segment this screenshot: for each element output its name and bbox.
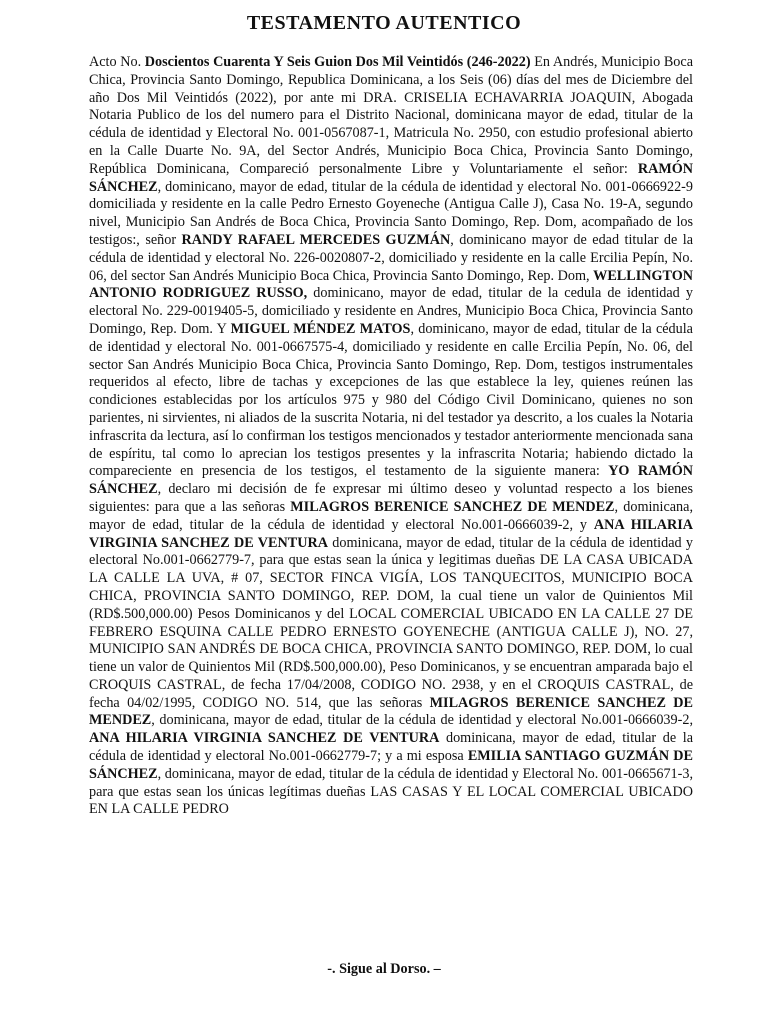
document-body: [89, 54, 693, 819]
continuation-note: -. Sigue al Dorso. –: [327, 961, 441, 977]
bold-text-run: MIGUEL MÉNDEZ MATOS: [230, 320, 411, 337]
text-run: , dominicano mayor de edad titular de la cédula de identidad y electoral No. 226-0020807-2, domiciliado y residente en la calle Ercilia Pepín, No. 06, del sector San Andrés Municipio Boca Chica, Provincia Santo Domingo, Rep. Dom,: [89, 231, 693, 284]
bold-text-run: EMILIA SANTIAGO GUZMÁN DE SÁNCHEZ: [89, 748, 694, 782]
bold-text-run: YO RAMÓN SÁNCHEZ: [89, 463, 694, 498]
bold-text-run: RAMÓN SÁNCHEZ: [89, 160, 693, 195]
text-run: dominicana, mayor de edad, titular de la cédula de identidad y electoral No.001-0662779-7; y a mi esposa: [89, 730, 693, 765]
text-run: , dominicano, mayor de edad, titular de la cédula de identidad y electoral No. 001-0667575-4, domiciliado y residente en calle Ercilia Pepín, No. 06, del sector San Andrés Municipio Boca Chica, Provincia Santo Domingo, Rep. Dom, testigos instrumentales requeridos al efecto, libre de tachas y excepciones de las que establece la ley, quienes reúnen las condiciones establecidas por los artículos 975 y 980 del Código Civil Dominicano, quienes no son parientes, ni sirvientes, ni aliados de la suscrita Notaria, ni del testador ya descrito, a los cuales la Notaria infrascrita da lectura, así lo confirman los testigos mencionados y testador anteriormente mencionada sana de espíritu, tal como lo aprecian los testigos presentes y la infrascrita Notaria; habiendo dictado la compareciente en presencia de los testigos, el testamento de la siguiente manera:: [89, 320, 693, 480]
text-run: , dominicano, mayor de edad, titular de la cédula de identidad y electoral No. 001-0666922-9 domiciliada y residente en la calle Pedro Ernesto Goyeneche (Antigua Calle J), Casa No. 19-A, segundo nivel, Municipio San Andrés de Boca Chica, Provincia Santo Domingo, Rep. Dom, acompañado de los testigos:, señor: [89, 178, 693, 248]
document-title: TESTAMENTO AUTENTICO: [246, 12, 522, 34]
text-run: , declaro mi decisión de fe expresar mi último deseo y voluntad respecto a los bienes siguientes: para que a las señoras: [89, 481, 693, 515]
bold-text-run: ANA HILARIA VIRGINIA SANCHEZ DE VENTURA: [89, 516, 693, 551]
text-run: dominicana, mayor de edad, titular de la cédula de identidad y electoral No.001-0662779-7, para que estas sean la única y legitimas dueñas DE LA CASA UBICADA LA CALLE LA UVA, # 07, SECTOR FINCA VIGÍA, LOS TANQUECITOS, MUNICIPIO BOCA CHICA, PROVINCIA SANTO DOMINGO, REP. DOM, la cual tiene un valor de Quinientos Mil (RD$.500,000.00) Pesos Dominicanos y del LOCAL COMERCIAL UBICADO EN LA CALLE 27 DE FEBRERO ESQUINA CALLE PEDRO ERNESTO GOYENECHE (ANTIGUA CALLE J), NO. 27, MUNICIPIO SAN ANDRÉS DE BOCA CHICA, PROVINCIA SANTO DOMINGO, REP. DOM, lo cual tiene un valor de Quinientos Mil (RD$.500,000.00), Peso Dominicanos, y se encuentran amparada bajo el CROQUIS CASTRAL, de fecha 17/04/2008, CODIGO NO. 2938, y en el CROQUIS CASTRAL, de fecha 04/02/1995, CODIGO NO. 514, que las señoras: [89, 534, 693, 711]
bold-text-run: RANDY RAFAEL MERCEDES GUZMÁN: [181, 231, 451, 248]
text-run: Acto No.: [89, 54, 145, 70]
text-run: , dominicana, mayor de edad, titular de la cédula de identidad y electoral No.001-0666039-2,: [151, 712, 693, 729]
bold-text-run: WELLINGTON ANTONIO RODRIGUEZ RUSSO,: [89, 267, 693, 302]
bold-text-run: ANA HILARIA VIRGINIA SANCHEZ DE VENTURA: [89, 730, 440, 747]
bold-text-run: MILAGROS BERENICE SANCHEZ DE MENDEZ: [290, 498, 615, 515]
bold-text-run: Doscientos Cuarenta Y Seis Guion Dos Mil Veintidós (246-2022): [144, 54, 531, 70]
text-run: dominicano, mayor de edad, titular de la cedula de identidad y electoral No. 229-0019405-5, domiciliado y residente en Andres, Municipio Boca Chica, Provincia Santo Domingo, Rep. Dom. Y: [89, 285, 693, 337]
text-run: En Andrés, Municipio Boca Chica, Provincia Santo Domingo, Republica Dominicana, a los Seis (06) días del mes de Diciembre del año Dos Mil Veintidós (2022), por ante mi DRA. CRISELIA ECHAVARRIA JOAQUIN, Abogada Notaria Publico de los del numero para el Distrito Nacional, dominicana mayor de edad, titular de la cédula de identidad y Electoral No. 001-0567087-1, Matricula No. 2950, con estudio profesional abierto en la Calle Duarte No. 9A, del Sector Andrés, Municipio Boca Chica, Provincia Santo Domingo, República Dominicana, Compareció personalmente Libre y Voluntariamente el señor:: [89, 54, 693, 177]
text-run: , dominicana, mayor de edad, titular de la cédula de identidad y electoral No.001-0666039-2, y: [89, 498, 693, 533]
bold-text-run: MILAGROS BERENICE SANCHEZ DE MENDEZ: [89, 694, 693, 729]
text-run: , dominicana, mayor de edad, titular de la cédula de identidad y Electoral No. 001-0665671-3, para que estas sean los únicas legítimas dueñas LAS CASAS Y EL LOCAL COMERCIAL UBICADO EN LA CALLE PEDRO: [89, 765, 693, 818]
